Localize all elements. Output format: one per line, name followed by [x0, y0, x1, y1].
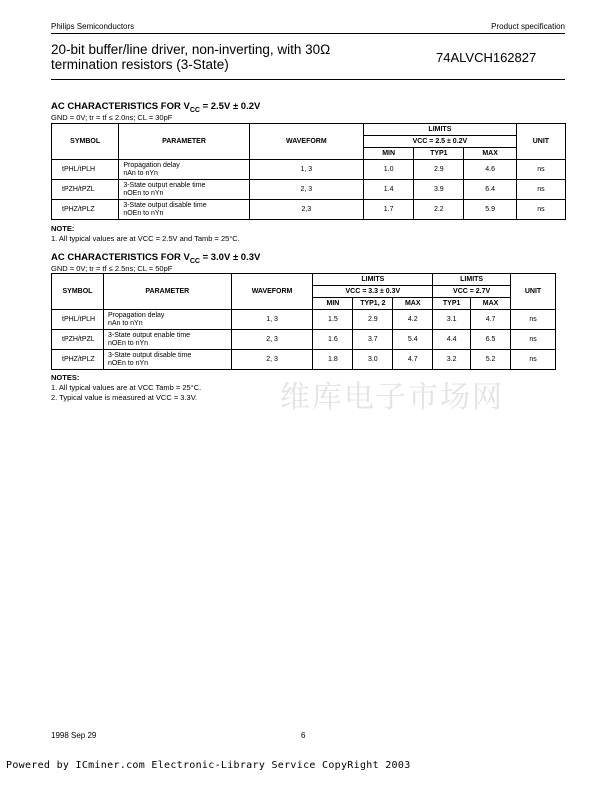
title-line-1: 20-bit buffer/line driver, non-inverting, with 30Ω: [51, 42, 331, 57]
company-name: Philips Semiconductors: [51, 22, 135, 31]
table-row: [52, 180, 566, 200]
waveform-cell: 1, 3: [231, 310, 313, 330]
waveform-cell: 1, 3: [249, 160, 363, 180]
typ-2v7-cell: 3.2: [433, 350, 471, 370]
waveform-cell: 2, 3: [231, 330, 313, 350]
section1-conditions: GND = 0V; tr = tf ≤ 2.0ns; CL = 30pF: [51, 113, 173, 122]
symbol-cell: tPHZ/tPLZ: [52, 200, 119, 220]
note-item: 1. All typical values are at VCC Tamb = 25°C.: [51, 383, 202, 392]
header-rule: [51, 33, 565, 34]
waveform-cell: 2, 3: [249, 180, 363, 200]
notes-label: NOTES:: [51, 373, 80, 382]
typ-cell: 3.9: [414, 180, 464, 200]
typ-cell: 2.9: [353, 310, 393, 330]
note-item: 1. All typical values are at VCC = 2.5V and Tamb = 25°C.: [51, 234, 240, 243]
unit-cell: ns: [516, 160, 565, 180]
max-2v7-cell: 4.7: [471, 310, 511, 330]
typ-2v7-cell: 3.1: [433, 310, 471, 330]
symbol-cell: tPHL/tPLH: [52, 310, 104, 330]
parameter-cell: 3-State output disable time nOEn to nYn: [103, 350, 231, 370]
table-row: [52, 160, 566, 180]
typ-cell: 2.9: [414, 160, 464, 180]
min-cell: 1.0: [364, 160, 414, 180]
section2-conditions: GND = 0V; tr = tf ≤ 2.5ns; CL = 50pF: [51, 264, 173, 273]
min-cell: 1.8: [313, 350, 353, 370]
min-cell: 1.6: [313, 330, 353, 350]
col-symbol: SYMBOL: [52, 124, 119, 160]
col-unit: UNIT: [516, 124, 565, 160]
title-line-2: termination resistors (3-State): [51, 57, 229, 72]
unit-cell: ns: [511, 330, 556, 350]
page-number: 6: [301, 731, 306, 740]
typ-cell: 3.7: [353, 330, 393, 350]
min-cell: 1.7: [364, 200, 414, 220]
max-cell: 4.2: [393, 310, 433, 330]
parameter-cell: Propagation delay nAn to nYn: [103, 310, 231, 330]
parameter-cell: 3-State output disable time nOEn to nYn: [119, 200, 249, 220]
parameter-cell: 3-State output enable time nOEn to nYn: [103, 330, 231, 350]
typ-cell: 3.0: [353, 350, 393, 370]
max-2v7-cell: 6.5: [471, 330, 511, 350]
col-parameter: PARAMETER: [119, 124, 249, 160]
col-unit: UNIT: [511, 274, 556, 310]
part-number: 74ALVCH162827: [436, 50, 537, 65]
waveform-cell: 2, 3: [231, 350, 313, 370]
typ-2v7-cell: 4.4: [433, 330, 471, 350]
col-typ-2v7: TYP1: [433, 298, 471, 310]
col-vcc-condition: VCC = 2.5 ± 0.2V: [364, 136, 517, 148]
symbol-cell: tPHL/tPLH: [52, 160, 119, 180]
col-waveform: WAVEFORM: [249, 124, 363, 160]
title-rule: [51, 79, 565, 80]
watermark: 维库电子市场网: [280, 380, 504, 415]
col-max: MAX: [464, 148, 516, 160]
typ-cell: 2.2: [414, 200, 464, 220]
section2-notes: [51, 373, 201, 403]
col-max: MAX: [393, 298, 433, 310]
col-typ: TYP1: [414, 148, 464, 160]
col-max-2v7: MAX: [471, 298, 511, 310]
document-title: [51, 42, 330, 72]
col-vcc-2v7: VCC = 2.7V: [433, 286, 511, 298]
note-item: 2. Typical value is measured at VCC = 3.3V.: [51, 393, 198, 402]
min-cell: 1.5: [313, 310, 353, 330]
max-2v7-cell: 5.2: [471, 350, 511, 370]
col-limits: LIMITS: [364, 124, 517, 136]
symbol-cell: tPZH/tPZL: [52, 330, 104, 350]
section1-notes: [51, 224, 240, 244]
col-waveform: WAVEFORM: [231, 274, 313, 310]
col-min: MIN: [313, 298, 353, 310]
table-row: [52, 330, 556, 350]
waveform-cell: 2,3: [249, 200, 363, 220]
symbol-cell: tPZH/tPZL: [52, 180, 119, 200]
section1-title: AC CHARACTERISTICS FOR $V_{CC} = 2.5V \pm 0.2V$: [51, 101, 261, 114]
table-row: [52, 310, 556, 330]
unit-cell: ns: [511, 310, 556, 330]
col-typ: TYP1, 2: [353, 298, 393, 310]
symbol-cell: tPHZ/tPLZ: [52, 350, 104, 370]
col-limits-2v7: LIMITS: [433, 274, 511, 286]
col-symbol: SYMBOL: [52, 274, 104, 310]
powered-by-banner: Powered by ICminer.com Electronic-Library Service CopyRight 2003: [6, 760, 411, 771]
ac-table-2v5: [51, 123, 566, 220]
max-cell: 4.6: [464, 160, 516, 180]
min-cell: 1.4: [364, 180, 414, 200]
table-row: [52, 200, 566, 220]
footer-date: 1998 Sep 29: [51, 731, 97, 740]
max-cell: 5.9: [464, 200, 516, 220]
max-cell: 4.7: [393, 350, 433, 370]
parameter-cell: 3-State output enable time nOEn to nYn: [119, 180, 249, 200]
col-vcc-3v3: VCC = 3.3 ± 0.3V: [313, 286, 433, 298]
col-limits-3v3: LIMITS: [313, 274, 433, 286]
parameter-cell: Propagation delay nAn to nYn: [119, 160, 249, 180]
section2-title: AC CHARACTERISTICS FOR $V_{CC} = 3.0V \pm 0.3V$: [51, 252, 261, 265]
max-cell: 5.4: [393, 330, 433, 350]
unit-cell: ns: [516, 200, 565, 220]
table-row: [52, 350, 556, 370]
notes-label: NOTE:: [51, 224, 75, 233]
unit-cell: ns: [511, 350, 556, 370]
col-parameter: PARAMETER: [103, 274, 231, 310]
document-type: Product specification: [491, 22, 565, 31]
ac-table-3v0: [51, 273, 556, 370]
max-cell: 6.4: [464, 180, 516, 200]
unit-cell: ns: [516, 180, 565, 200]
col-min: MIN: [364, 148, 414, 160]
